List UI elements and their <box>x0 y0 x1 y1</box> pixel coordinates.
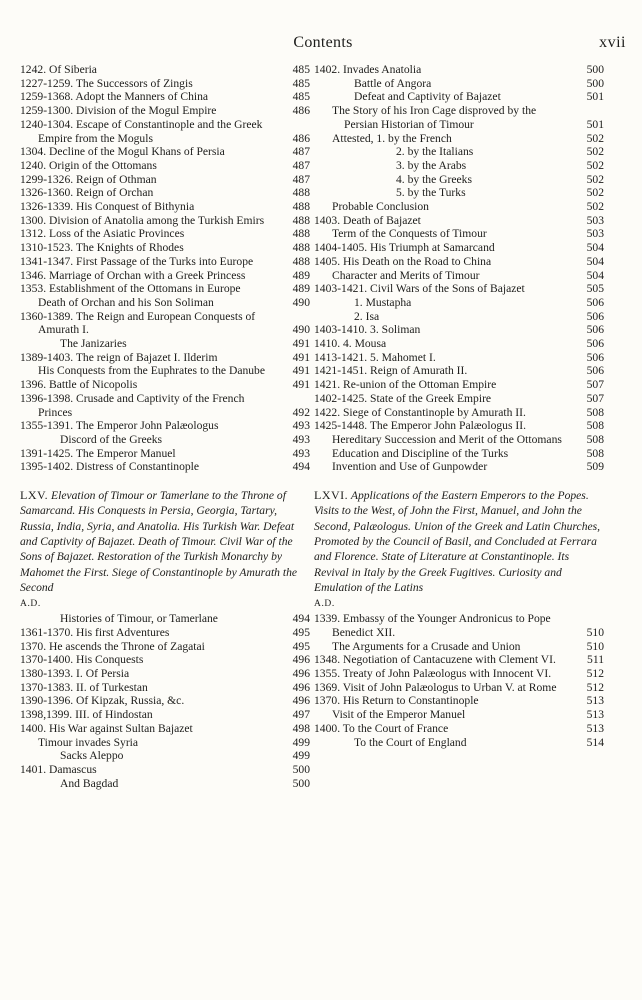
toc-entry <box>20 392 310 419</box>
toc-entry <box>314 90 604 104</box>
toc-entry <box>20 63 310 77</box>
toc-entry-page: 502 <box>586 172 604 186</box>
toc-entry-page: 496 <box>292 680 310 694</box>
toc-entry-page: 503 <box>586 227 604 241</box>
toc-entry-title: 1405. His Death on the Road to China <box>314 254 492 268</box>
toc-entry-title: 1240-1304. Escape of Constantinople and the Greek Empire from the Moguls <box>20 117 263 145</box>
toc-entry-title: 1370. He ascends the Throne of Zagatai <box>20 639 205 653</box>
toc-entry <box>314 132 604 146</box>
toc-entry-title: 2. Isa <box>354 309 380 323</box>
toc-entry-title: The Arguments for a Crusade and Union <box>332 639 521 653</box>
toc-list-left-bottom <box>20 612 310 790</box>
toc-entry-title: His Conquests from the Euphrates to the Danube <box>38 364 266 378</box>
toc-entry-title: 1361-1370. His first Adventures <box>20 625 170 639</box>
toc-entry <box>20 364 310 378</box>
toc-list-right-bottom <box>314 612 604 749</box>
toc-entry-page: 502 <box>586 200 604 214</box>
toc-entry-title: 1242. Of Siberia <box>20 63 97 76</box>
toc-entry <box>314 378 604 392</box>
toc-entry-page: 506 <box>586 337 604 351</box>
toc-entry-title: 1312. Loss of the Asiatic Provinces <box>20 227 185 241</box>
toc-entry <box>314 667 604 681</box>
toc-entry <box>20 433 310 447</box>
toc-entry-page: 494 <box>292 460 310 474</box>
toc-entry-page: 496 <box>292 653 310 667</box>
toc-entry-title: 1402. Invades Anatolia <box>314 63 422 76</box>
toc-entry <box>20 763 310 777</box>
toc-entry <box>314 447 604 461</box>
toc-entry-title: Sacks Aleppo <box>60 749 124 763</box>
toc-entry-title: 1341-1347. First Passage of the Turks into Europe <box>20 254 254 268</box>
toc-entry-title: 1400. To the Court of France <box>314 721 449 735</box>
toc-entry-title: Defeat and Captivity of Bajazet <box>354 90 501 104</box>
toc-entry-page: 504 <box>586 268 604 282</box>
toc-entry <box>314 186 604 200</box>
toc-entry-page: 502 <box>586 131 604 145</box>
toc-entry-title: 1259-1368. Adopt the Manners of China <box>20 90 209 104</box>
toc-entry <box>20 640 310 654</box>
page-title: Contents <box>293 34 353 51</box>
left-column <box>20 63 310 790</box>
toc-entry-page: 506 <box>586 364 604 378</box>
toc-entry <box>314 392 604 406</box>
toc-entry <box>314 433 604 447</box>
toc-entry-page: 506 <box>586 309 604 323</box>
toc-entry-page: 502 <box>586 158 604 172</box>
chapter-number: LXV. <box>20 488 49 503</box>
toc-entry-title: Discord of the Greeks <box>60 432 163 446</box>
toc-entry <box>314 282 604 296</box>
toc-entry <box>20 282 310 296</box>
toc-entry-title: Probable Conclusion <box>332 200 429 214</box>
toc-entry-title: 1403-1421. Civil Wars of the Sons of Bajazet <box>314 282 525 296</box>
toc-entry <box>20 269 310 283</box>
toc-entry-title: Character and Merits of Timour <box>332 268 480 282</box>
toc-entry-title: 1326-1339. His Conquest of Bithynia <box>20 200 195 214</box>
toc-entry-page: 511 <box>587 653 604 667</box>
toc-entry-title: 1396. Battle of Nicopolis <box>20 378 138 392</box>
toc-entry <box>20 104 310 118</box>
toc-entry-page: 496 <box>292 666 310 680</box>
toc-entry <box>20 310 310 337</box>
toc-entry-page: 509 <box>586 460 604 474</box>
toc-entry-title: 1403. Death of Bajazet <box>314 213 421 227</box>
chapter-summary: Elevation of Timour or Tamerlane to the Throne of Samarcand. His Conquests in Persia, Georgia, Tartary, Russia, India, Syria, and Anatolia. His Turkish War. Defeat and Captivity of Bajazet. Death of Timour. Civil War of the Sons of Bajazet. Restoration of the Turkish Monarchy by Mahomet the First. Siege of Constantinople by Amurath the Second <box>20 489 298 594</box>
toc-entry <box>20 460 310 474</box>
toc-entry-title: 1353. Establishment of the Ottomans in Europe <box>20 282 241 296</box>
toc-entry-page: 495 <box>292 625 310 639</box>
toc-entry-title: 1360-1389. The Reign and European Conquests of Amurath I. <box>20 309 256 337</box>
toc-entry <box>20 337 310 351</box>
toc-entry-page: 491 <box>292 337 310 351</box>
toc-entry-page: 488 <box>292 227 310 241</box>
toc-entry-title: 1404-1405. His Triumph at Samarcand <box>314 241 495 255</box>
toc-entry-page: 495 <box>292 639 310 653</box>
toc-entry-page: 502 <box>586 145 604 159</box>
toc-entry-page: 508 <box>586 405 604 419</box>
toc-entry <box>20 694 310 708</box>
toc-entry-page: 486 <box>292 131 310 145</box>
toc-entry-page: 504 <box>586 241 604 255</box>
toc-entry <box>314 214 604 228</box>
toc-entry-page: 500 <box>586 63 604 76</box>
toc-entry <box>20 777 310 791</box>
toc-entry-title: 4. by the Greeks <box>396 172 472 186</box>
toc-entry-page: 506 <box>586 350 604 364</box>
toc-entry <box>20 653 310 667</box>
toc-entry <box>20 708 310 722</box>
toc-entry-page: 497 <box>292 708 310 722</box>
toc-entry-page: 496 <box>292 694 310 708</box>
toc-entry-title: 1421-1451. Reign of Amurath II. <box>314 364 468 378</box>
toc-entry <box>314 640 604 654</box>
toc-entry-title: 1304. Decline of the Mogul Khans of Persia <box>20 145 225 159</box>
toc-entry-title: The Story of his Iron Cage disproved by the Persian Historian of Timour <box>332 104 537 131</box>
ad-label: A.D. <box>20 599 41 610</box>
toc-entry-page: 488 <box>292 241 310 255</box>
toc-entry-title: 1402-1425. State of the Greek Empire <box>314 391 492 405</box>
toc-entry-page: 488 <box>292 213 310 227</box>
toc-entry-title: 3. by the Arabs <box>396 158 467 172</box>
toc-entry-page: 512 <box>586 680 604 694</box>
toc-entry <box>314 337 604 351</box>
toc-entry-title: Timour invades Syria <box>38 735 139 749</box>
toc-entry-title: Battle of Angora <box>354 76 432 90</box>
toc-entry-page: 488 <box>292 186 310 200</box>
toc-entry <box>20 214 310 228</box>
toc-entry <box>20 159 310 173</box>
toc-entry-page: 487 <box>292 172 310 186</box>
toc-entry <box>20 749 310 763</box>
toc-entry-page: 487 <box>292 158 310 172</box>
toc-entry-title: 1422. Siege of Constantinople by Amurath II. <box>314 405 526 419</box>
toc-entry <box>314 708 604 722</box>
toc-entry <box>20 296 310 310</box>
toc-entry-title: 1348. Negotiation of Cantacuzene with Clement VI. <box>314 653 556 667</box>
toc-entry <box>20 667 310 681</box>
toc-entry-title: 1299-1326. Reign of Othman <box>20 172 157 186</box>
toc-entry <box>20 447 310 461</box>
toc-entry-page: 489 <box>292 282 310 296</box>
toc-entry-page: 490 <box>292 323 310 337</box>
toc-entry <box>20 681 310 695</box>
toc-entry-title: 1300. Division of Anatolia among the Turkish Emirs <box>20 213 265 227</box>
toc-entry-title: 1395-1402. Distress of Constantinople <box>20 460 200 474</box>
toc-entry-page: 513 <box>586 721 604 735</box>
toc-entry-title: And Bagdad <box>60 776 119 790</box>
toc-entry <box>20 173 310 187</box>
toc-entry-page: 502 <box>586 186 604 200</box>
toc-entry-page: 498 <box>292 721 310 735</box>
toc-entry-page: 513 <box>586 708 604 722</box>
toc-entry-page: 514 <box>586 735 604 749</box>
toc-entry-title: 1369. Visit of John Palæologus to Urban V. at Rome <box>314 680 557 694</box>
toc-entry <box>20 118 310 145</box>
toc-entry-page: 506 <box>586 295 604 309</box>
toc-entry <box>314 681 604 695</box>
toc-entry <box>314 104 604 131</box>
toc-entry-title: 5. by the Turks <box>396 186 466 200</box>
toc-entry-page: 488 <box>292 200 310 214</box>
toc-entry-page: 499 <box>292 749 310 763</box>
toc-entry-page: 494 <box>292 612 310 626</box>
toc-entry-title: 1398,1399. III. of Hindostan <box>20 708 153 722</box>
toc-entry-title: 1390-1396. Of Kipzak, Russia, &c. <box>20 694 185 708</box>
toc-entry <box>314 227 604 241</box>
toc-list-left-top <box>20 63 310 474</box>
toc-entry <box>314 694 604 708</box>
toc-entry-title: Attested, 1. by the French <box>332 131 452 145</box>
toc-entry-page: 501 <box>586 90 604 104</box>
toc-entry-page: 508 <box>586 432 604 446</box>
toc-entry <box>20 419 310 433</box>
toc-entry-page: 489 <box>292 268 310 282</box>
toc-entry-title: Hereditary Succession and Merit of the Ottomans <box>332 432 562 446</box>
toc-entry <box>314 460 604 474</box>
toc-entry-page: 499 <box>292 735 310 749</box>
toc-entry-page: 493 <box>292 432 310 446</box>
toc-entry-title: Invention and Use of Gunpowder <box>332 460 488 474</box>
toc-entry <box>314 722 604 736</box>
toc-entry-page: 501 <box>586 117 604 131</box>
toc-entry-title: 1396-1398. Crusade and Captivity of the French Princes <box>20 391 245 419</box>
toc-entry-page: 493 <box>292 419 310 433</box>
toc-entry-page: 508 <box>586 446 604 460</box>
toc-entry <box>20 145 310 159</box>
toc-entry <box>20 186 310 200</box>
toc-entry-title: 1339. Embassy of the Younger Andronicus to Pope Benedict XII. <box>314 612 551 639</box>
toc-entry-title: Education and Discipline of the Turks <box>332 446 509 460</box>
toc-entry <box>314 612 604 639</box>
toc-entry <box>314 419 604 433</box>
toc-entry-page: 491 <box>292 378 310 392</box>
toc-entry-page: 485 <box>292 90 310 104</box>
toc-entry-title: 1259-1300. Division of the Mogul Empire <box>20 104 217 118</box>
toc-entry <box>314 159 604 173</box>
page-header <box>20 34 626 54</box>
toc-entry <box>314 351 604 365</box>
toc-entry <box>314 63 604 77</box>
right-column <box>314 63 604 749</box>
toc-entry-page: 491 <box>292 350 310 364</box>
toc-entry-page: 500 <box>586 76 604 90</box>
toc-entry <box>20 255 310 269</box>
chapter-number: LXVI. <box>314 488 349 503</box>
toc-entry <box>314 269 604 283</box>
toc-entry <box>20 626 310 640</box>
toc-entry <box>314 200 604 214</box>
chapter-summary: Applications of the Eastern Emperors to the Popes. Visits to the West, of John the First, Manuel, and John the Second, Palæologus. Union of the Greek and Latin Churches, Promoted by the Council of Basil, and Concluded at Ferrara and Florence. State of Literature at Constantinople. Its Revival in Italy by the Greek Fugitives. Curiosity and Emulation of the Latins <box>314 489 601 594</box>
toc-entry-title: 2. by the Italians <box>396 145 474 159</box>
toc-entry-title: 1370-1383. II. of Turkestan <box>20 680 148 694</box>
toc-entry <box>20 77 310 91</box>
toc-entry <box>20 90 310 104</box>
toc-entry <box>20 736 310 750</box>
toc-entry <box>314 173 604 187</box>
toc-entry-title: 1370-1400. His Conquests <box>20 653 144 667</box>
toc-entry-page: 508 <box>586 419 604 433</box>
toc-entry <box>314 323 604 337</box>
toc-entry-page: 503 <box>586 213 604 227</box>
toc-entry-title: 1370. His Return to Constantinople <box>314 694 479 708</box>
toc-entry-title: 1. Mustapha <box>354 295 412 309</box>
toc-entry <box>20 722 310 736</box>
toc-entry-page: 493 <box>292 446 310 460</box>
toc-entry-title: 1355. Treaty of John Palæologus with Innocent VI. <box>314 666 552 680</box>
toc-entry-title: 1326-1360. Reign of Orchan <box>20 186 154 200</box>
toc-entry-title: 1400. His War against Sultan Bajazet <box>20 721 193 735</box>
toc-entry-title: Death of Orchan and his Son Soliman <box>38 295 214 309</box>
toc-entry-title: Term of the Conquests of Timour <box>332 227 487 241</box>
toc-entry-page: 507 <box>586 391 604 405</box>
toc-entry-page: 504 <box>586 254 604 268</box>
toc-entry-title: 1240. Origin of the Ottomans <box>20 158 157 172</box>
toc-entry <box>20 200 310 214</box>
toc-entry-title: 1421. Re-union of the Ottoman Empire <box>314 378 497 392</box>
toc-entry <box>314 296 604 310</box>
toc-entry-page: 487 <box>292 145 310 159</box>
toc-entry-page: 510 <box>586 639 604 653</box>
toc-entry-page: 490 <box>292 295 310 309</box>
toc-entry-page: 500 <box>292 776 310 790</box>
toc-entry-title: 1389-1403. The reign of Bajazet I. Ilderim <box>20 350 218 364</box>
toc-entry <box>314 736 604 750</box>
toc-entry-page: 488 <box>292 254 310 268</box>
toc-entry <box>314 310 604 324</box>
toc-entry-title: 1355-1391. The Emperor John Palæologus <box>20 419 219 433</box>
toc-entry-title: Visit of the Emperor Manuel <box>332 708 466 722</box>
toc-entry-title: 1425-1448. The Emperor John Palæologus II. <box>314 419 526 433</box>
toc-entry-title: To the Court of England <box>354 735 467 749</box>
toc-entry-title: Histories of Timour, or Tamerlane <box>60 612 218 626</box>
toc-entry <box>314 255 604 269</box>
toc-entry <box>20 612 310 626</box>
toc-entry-title: 1391-1425. The Emperor Manuel <box>20 446 176 460</box>
toc-entry-page: 507 <box>586 378 604 392</box>
toc-entry-title: 1346. Marriage of Orchan with a Greek Princess <box>20 268 246 282</box>
chapter-heading-lxv <box>20 488 310 595</box>
ad-label: A.D. <box>314 599 335 610</box>
toc-entry-page: 505 <box>586 282 604 296</box>
toc-entry-page: 506 <box>586 323 604 337</box>
toc-entry-title: 1401. Damascus <box>20 762 97 776</box>
toc-entry <box>314 406 604 420</box>
toc-entry-page: 492 <box>292 405 310 419</box>
toc-list-right-top <box>314 63 604 474</box>
toc-entry-title: 1413-1421. 5. Mahomet I. <box>314 350 436 364</box>
toc-entry <box>314 364 604 378</box>
toc-entry-page: 485 <box>292 76 310 90</box>
toc-entry-title: The Janizaries <box>60 337 127 351</box>
toc-entry-page: 486 <box>292 104 310 118</box>
toc-entry-page: 512 <box>586 666 604 680</box>
toc-entry-page: 513 <box>586 694 604 708</box>
toc-entry-title: 1410. 4. Mousa <box>314 337 387 351</box>
toc-entry-title: 1227-1259. The Successors of Zingis <box>20 76 193 90</box>
toc-entry-title: 1403-1410. 3. Soliman <box>314 323 421 337</box>
toc-entry <box>20 227 310 241</box>
toc-entry-title: 1310-1523. The Knights of Rhodes <box>20 241 184 255</box>
toc-entry-page: 510 <box>586 625 604 639</box>
toc-entry <box>314 653 604 667</box>
toc-entry-page: 500 <box>292 762 310 776</box>
toc-entry <box>20 378 310 392</box>
page-number: xvii <box>599 34 626 51</box>
toc-entry <box>314 77 604 91</box>
chapter-heading-lxvi <box>314 488 604 595</box>
toc-entry-page: 485 <box>292 63 310 76</box>
toc-entry <box>314 145 604 159</box>
toc-entry-page: 491 <box>292 364 310 378</box>
toc-entry <box>314 241 604 255</box>
toc-entry <box>20 351 310 365</box>
toc-entry-title: 1380-1393. I. Of Persia <box>20 666 130 680</box>
toc-entry <box>20 241 310 255</box>
